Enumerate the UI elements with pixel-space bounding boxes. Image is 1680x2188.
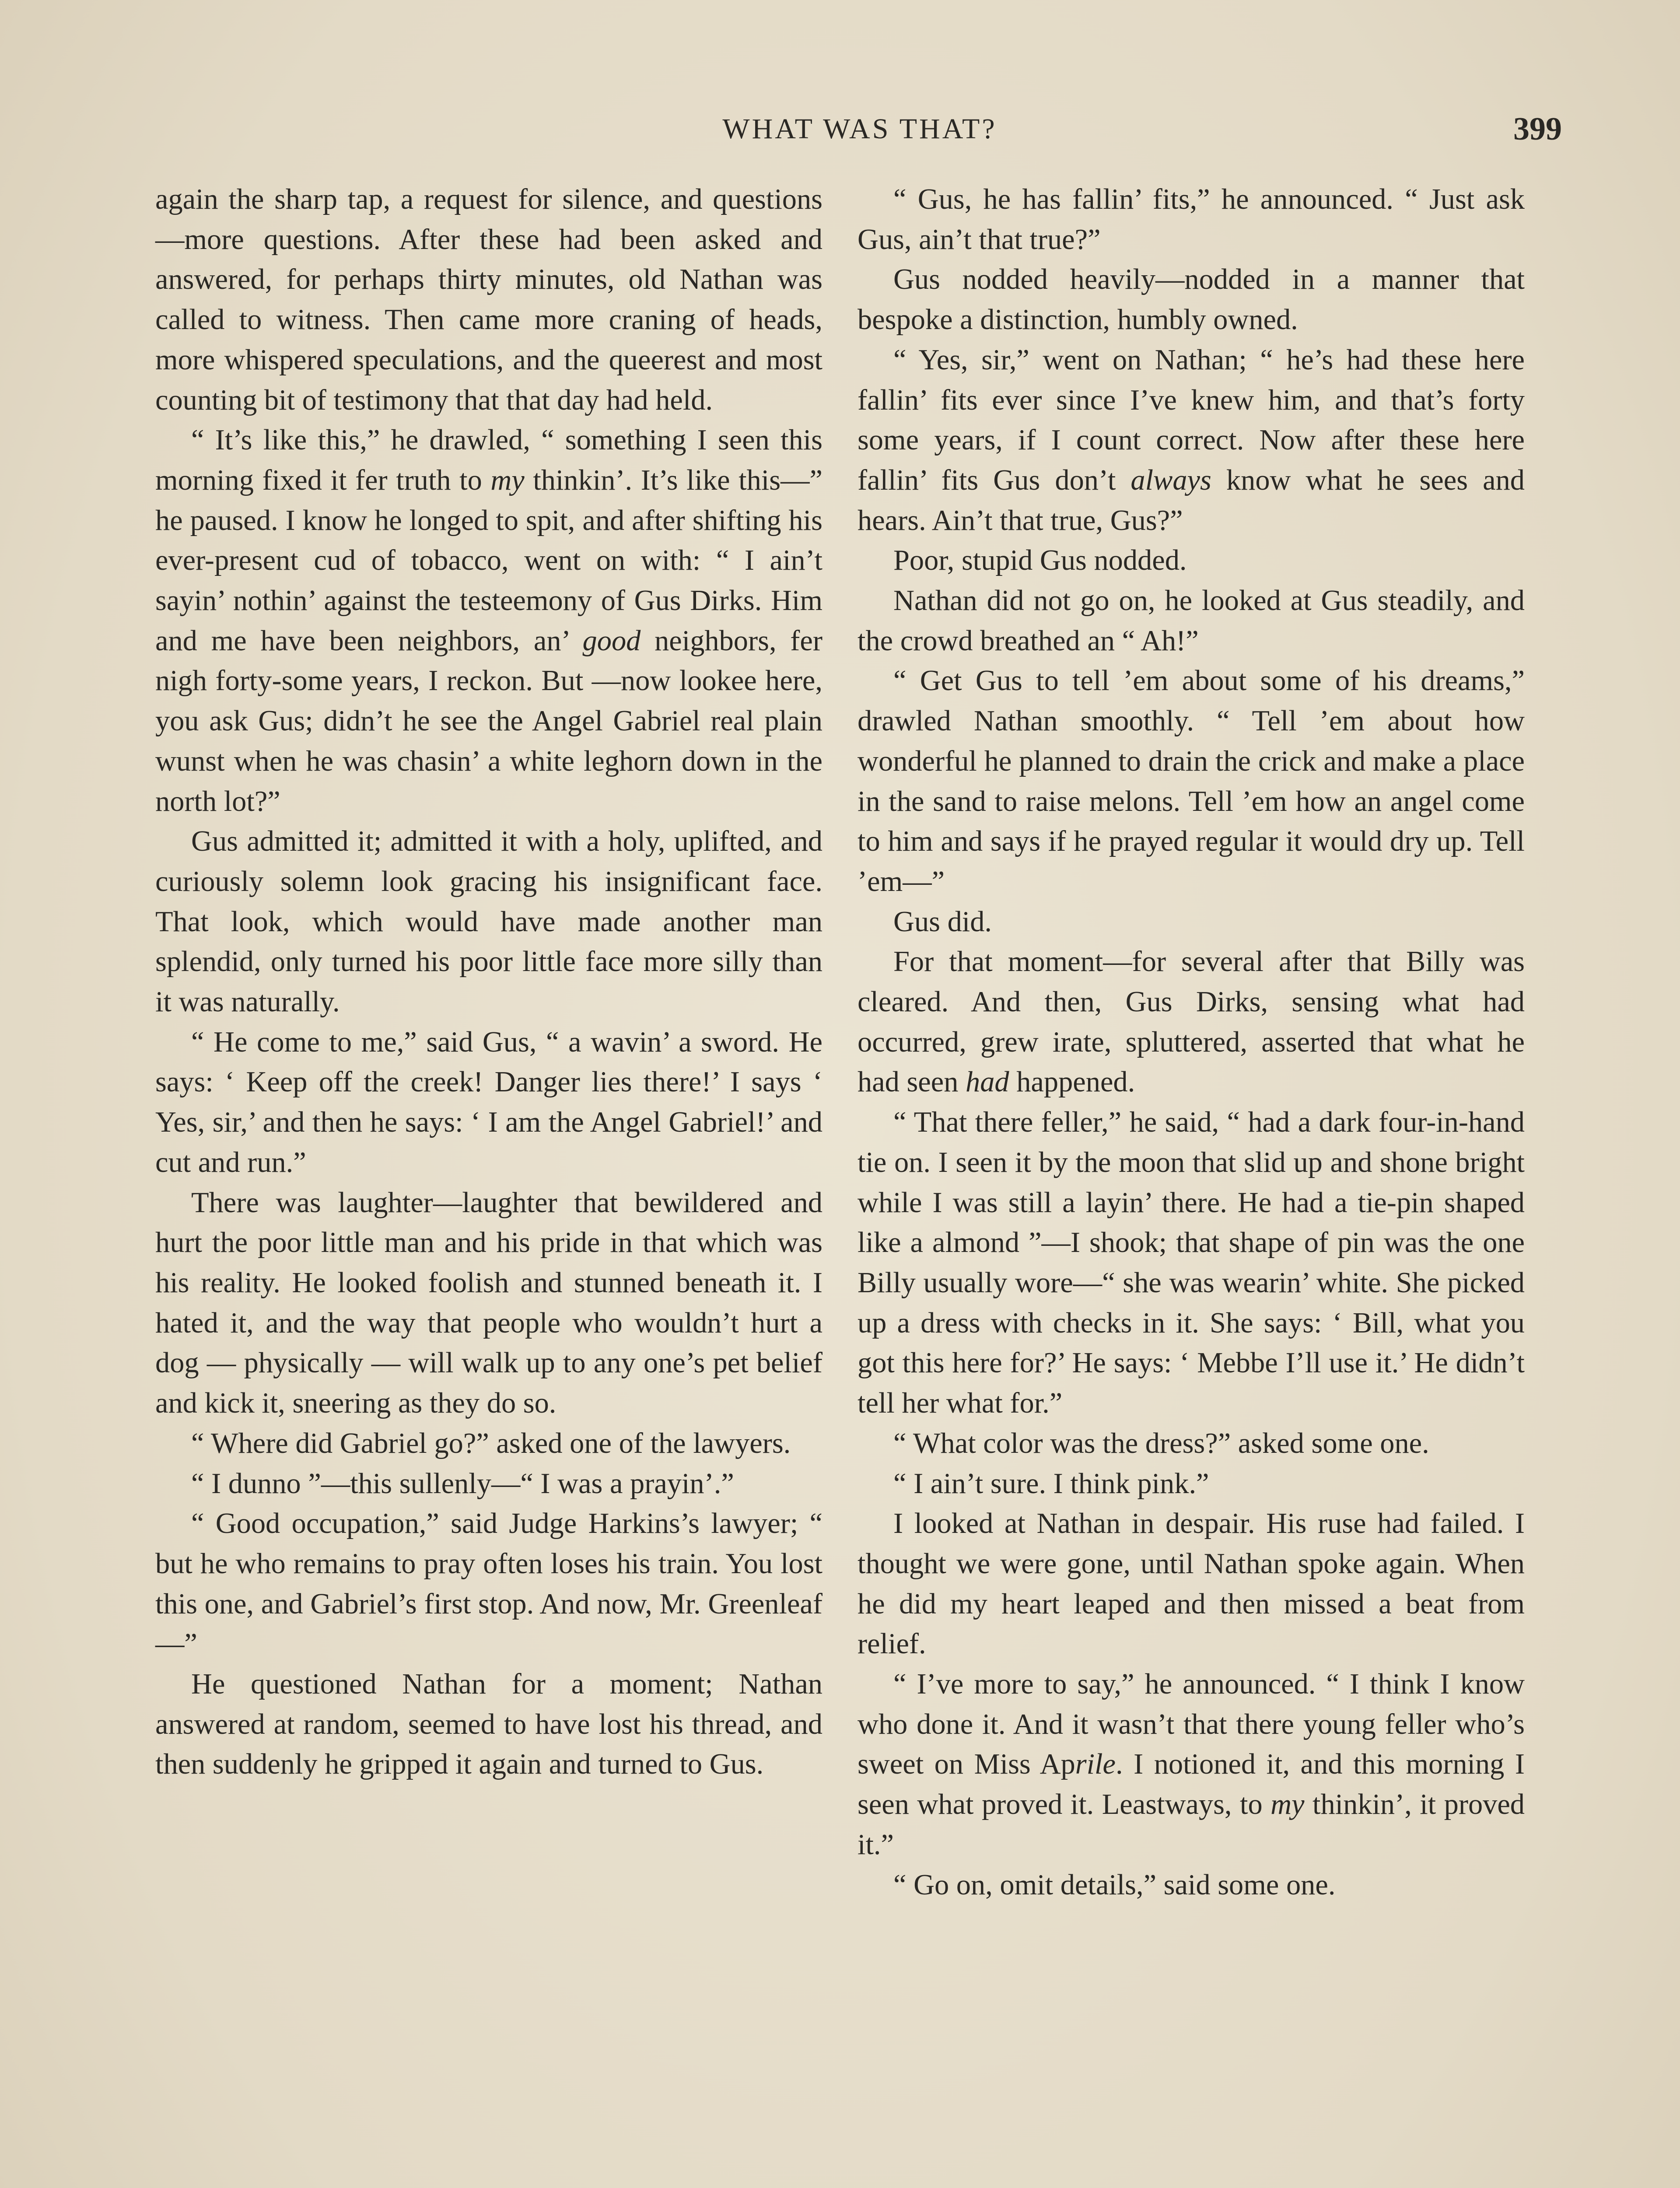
paragraph: Gus did. (893, 905, 992, 938)
paragraph: “ It’s like this,” he drawled, “ something I seen this morning fixed it fer truth to my thinkin’. It’s like this—” he paused. I know he longed to spit, and after shifting his ever-present cud of tobacco, went on with: “ I ain’t sayin’ nothin’ against the testeemony of Gus Dirks. Him and me have been neighbors, an’ good neighbors, fer nigh forty-some years, I reckon. But —now lookee here, you ask Gus; didn’t he see the Angel Gabriel real plain wunst when he was chasin’ a white leghorn down in the north lot?” (155, 424, 822, 817)
paragraph: “ Gus, he has fallin’ fits,” he announced. “ Just ask Gus, ain’t that true?” (858, 183, 1525, 256)
paragraph: I looked at Nathan in despair. His ruse had failed. I thought we were gone, until Nathan spoke again. When he did my heart leaped and then missed a beat from relief. (858, 1508, 1525, 1660)
paragraph: “ Yes, sir,” went on Nathan; “ he’s had these here fallin’ fits ever since I’ve knew him, and that’s forty some years, if I count correct. Now after these here fallin’ fits Gus don’t always know what he sees and hears. Ain’t that true, Gus?” (858, 344, 1525, 536)
paragraph: “ I dunno ”—this sullenly—“ I was a prayin’.” (191, 1467, 734, 1500)
paragraph: “ I ain’t sure. I think pink.” (893, 1467, 1209, 1500)
page-number: 399 (1513, 111, 1562, 147)
paragraph: Poor, stupid Gus nodded. (893, 544, 1187, 577)
paragraph: again the sharp tap, a request for silence, and questions—more questions. After these had been asked and answered, for perhaps thirty minutes, old Nathan was called to witness. Then came more craning of heads, more whispered speculations, and the queerest and most counting bit of testimony that that day had held. (155, 183, 822, 416)
paragraph: Gus nodded heavily—nodded in a manner that bespoke a distinction, humbly owned. (858, 263, 1525, 336)
paragraph: He questioned Nathan for a moment; Nathan answered at random, seemed to have lost his thread, and then suddenly he gripped it again and turned to Gus. (155, 1668, 822, 1781)
paragraph: For that moment—for several after that Billy was cleared. And then, Gus Dirks, sensing what had occurred, grew irate, spluttered, asserted that what he had seen had happened. (858, 946, 1525, 1098)
paragraph: “ Get Gus to tell ’em about some of his dreams,” drawled Nathan smoothly. “ Tell ’em about how wonderful he planned to drain the crick and make a place in the sand to raise melons. Tell ’em how an angel come to him and says if he prayed regular it would dry up. Tell ’em—” (858, 665, 1525, 898)
right-column (858, 179, 1525, 1905)
paragraph: “ He come to me,” said Gus, “ a wavin’ a sword. He says: ‘ Keep off the creek! Danger lies there!’ I says ‘ Yes, sir,’ and then he says: ‘ I am the Angel Gabriel!’ and cut and run.” (155, 1026, 822, 1178)
paragraph: “ I’ve more to say,” he announced. “ I think I know who done it. And it wasn’t that there young feller who’s sweet on Miss Aprile. I notioned it, and this morning I seen what proved it. Leastways, to my thinkin’, it proved it.” (858, 1668, 1525, 1861)
paragraph: Gus admitted it; admitted it with a holy, uplifted, and curiously solemn look gracing his insignificant face. That look, which would have made another man splendid, only turned his poor little face more silly than it was naturally. (155, 825, 822, 1018)
paragraph: “ That there feller,” he said, “ had a dark four-in-hand tie on. I seen it by the moon that slid up and shone bright while I was still a layin’ there. He had a tie-pin shaped like a almond ”—I shook; that shape of pin was the one Billy usually wore—“ she was wearin’ white. She picked up a dress with checks in it. She says: ‘ Bill, what you got this here for?’ He says: ‘ Mebbe I’ll use it.’ He didn’t tell her what for.” (858, 1106, 1525, 1420)
page-header (158, 105, 1562, 153)
left-column (155, 179, 822, 1785)
paragraph: “ What color was the dress?” asked some one. (893, 1427, 1429, 1459)
paragraph: “ Good occupation,” said Judge Harkins’s lawyer; “ but he who remains to pray often loses his train. You lost this one, and Gabriel’s first stop. And now, Mr. Greenleaf—” (155, 1508, 822, 1660)
running-head-title: WHAT WAS THAT? (722, 113, 997, 145)
paragraph: “ Where did Gabriel go?” asked one of the lawyers. (191, 1427, 791, 1459)
paragraph: “ Go on, omit details,” said some one. (893, 1869, 1336, 1901)
paragraph: Nathan did not go on, he looked at Gus steadily, and the crowd breathed an “ Ah!” (858, 585, 1525, 657)
paragraph: There was laughter—laughter that bewildered and hurt the poor little man and his pride in that which was his reality. He looked foolish and stunned beneath it. I hated it, and the way that people who wouldn’t hurt a dog — physically — will walk up to any one’s pet belief and kick it, sneering as they do so. (155, 1186, 822, 1420)
